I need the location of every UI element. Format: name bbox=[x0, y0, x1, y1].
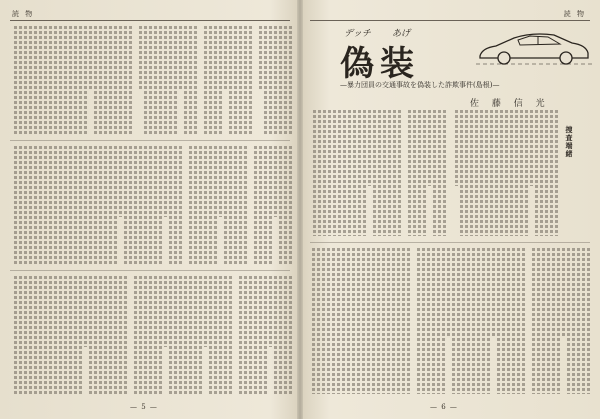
left-folio: — 5 — bbox=[130, 403, 158, 411]
article-subtitle: —暴力団員の交通事故を偽装した詐欺事件(島根)— bbox=[340, 81, 500, 89]
left-page bbox=[0, 0, 298, 419]
left-tier-rule-1 bbox=[10, 140, 290, 141]
left-top-text-block bbox=[8, 26, 292, 134]
right-page bbox=[302, 0, 600, 419]
article-title: 偽装 bbox=[340, 44, 420, 84]
title-ruby-2: あげ bbox=[392, 29, 411, 39]
left-tier-rule-2 bbox=[10, 270, 290, 271]
right-folio: — 6 — bbox=[430, 403, 458, 411]
car-illustration bbox=[474, 26, 594, 70]
article-author: 佐 藤 信 光 bbox=[470, 99, 550, 109]
title-ruby-1: デッチ bbox=[344, 29, 371, 39]
left-header-rule bbox=[10, 20, 290, 21]
left-running-head: 読 物 bbox=[12, 10, 35, 18]
right-intro-text-block bbox=[452, 110, 558, 236]
right-upper-text-block bbox=[310, 110, 446, 236]
right-header-rule bbox=[310, 20, 590, 21]
left-bottom-text-block bbox=[8, 276, 292, 394]
left-middle-text-block bbox=[8, 146, 292, 264]
right-tier-rule bbox=[310, 242, 590, 243]
section-heading: 捜査端緒 bbox=[565, 126, 574, 158]
right-running-head: 読 物 bbox=[563, 10, 586, 18]
right-bottom-text-block bbox=[310, 248, 590, 394]
